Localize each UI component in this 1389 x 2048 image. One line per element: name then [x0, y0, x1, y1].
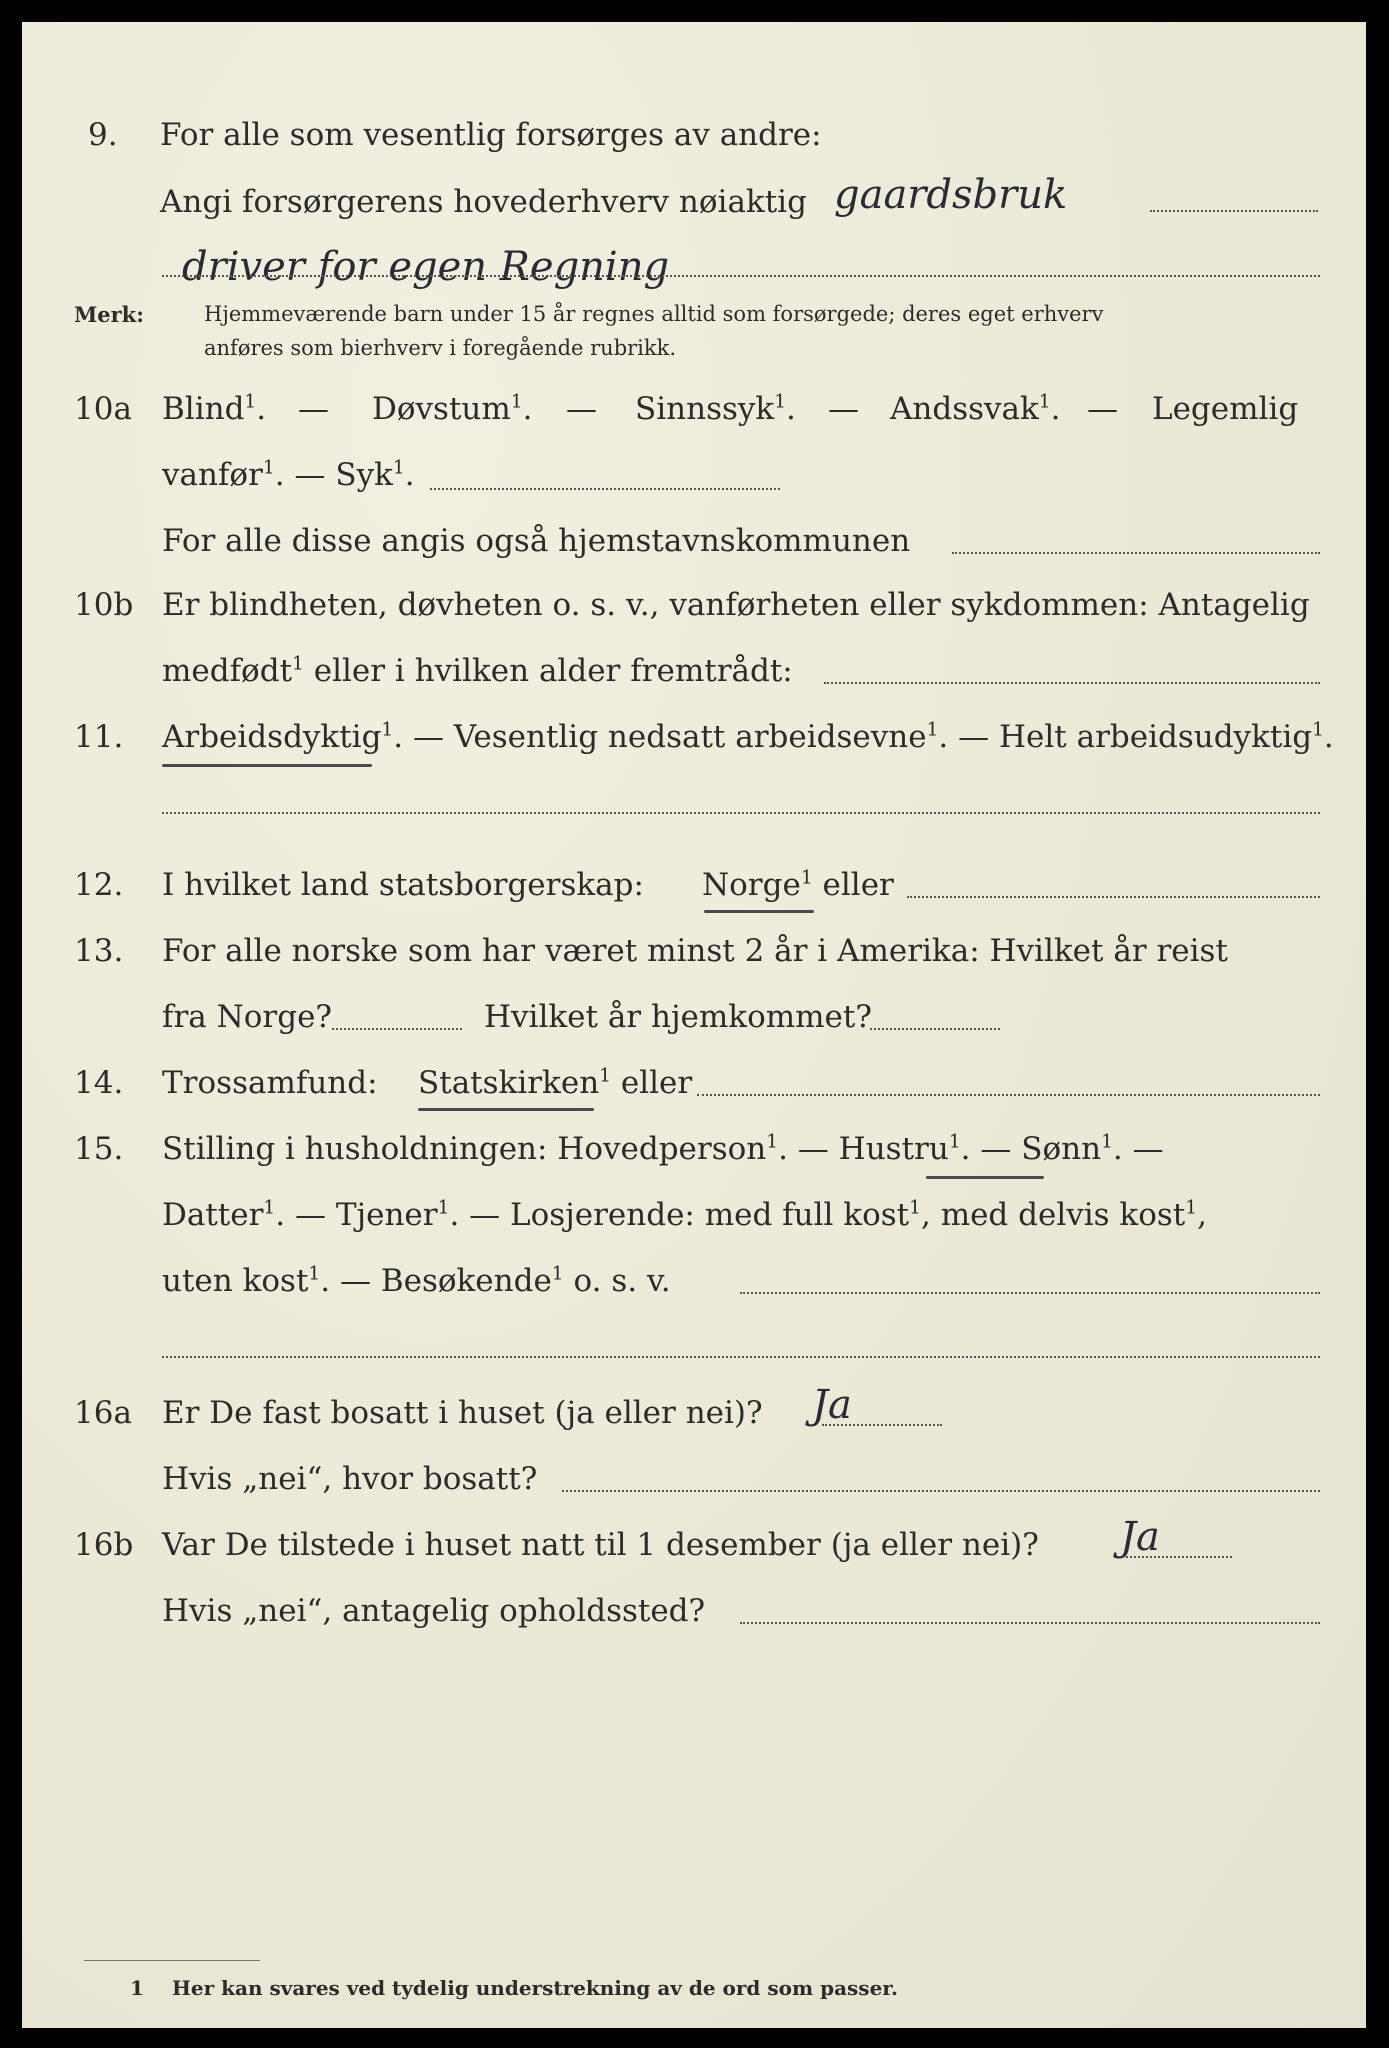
q11-arbeidsdyktig-underline	[162, 764, 372, 767]
q16a-fill-line-2	[562, 1490, 1320, 1492]
q11-options: Arbeidsdyktig$^1$. — Vesentlig nedsatt arbeidsevne$^1$. — Helt arbeidsudyktig$^1$.	[162, 719, 1334, 755]
q14-statskirken-underline	[418, 1108, 594, 1111]
merk-line2: anføres som bierhverv i foregående rubrikk.	[204, 336, 677, 360]
q15-number: 15.	[74, 1131, 124, 1167]
footnote-text: Her kan svares ved tydelig understrekning av de ord som passer.	[172, 1976, 898, 2000]
q16a-fill-line-1	[822, 1424, 942, 1426]
footnote-rule	[84, 1960, 260, 1961]
q13-number: 13.	[74, 933, 124, 969]
q12-number: 12.	[74, 867, 124, 903]
q16b-line1: Var De tilstede i huset natt til 1 desember (ja eller nei)?	[162, 1527, 1039, 1563]
q16a-number: 16a	[74, 1395, 132, 1431]
q12-text: I hvilket land statsborgerskap:	[162, 867, 644, 903]
q10a-dash-4: —	[1087, 391, 1118, 427]
q16b-number: 16b	[74, 1527, 134, 1563]
q10a-andssvak: Andssvak$^1$.	[890, 391, 1061, 427]
q16b-handwritten-answer: Ja	[1120, 1514, 1160, 1560]
q10b-line2: medfødt$^1$ eller i hvilken alder fremtrådt:	[162, 653, 793, 689]
q12-fill-line	[907, 896, 1320, 898]
q16a-line1: Er De fast bosatt i huset (ja eller nei)?	[162, 1395, 763, 1431]
q16a-line2: Hvis „nei“, hvor bosatt?	[162, 1461, 538, 1497]
q11-fill-line	[162, 812, 1320, 814]
q13-line2a: fra Norge?	[162, 999, 333, 1035]
q9-line1: For alle som vesentlig forsørges av andre:	[160, 117, 822, 153]
q10a-dash-1: —	[298, 391, 329, 427]
q10a-fill-line-2	[952, 552, 1320, 554]
q12-norge-underline	[704, 910, 814, 913]
q9-handwritten-answer-2: driver for egen Regning	[182, 244, 670, 290]
q15-fill-line-2	[162, 1356, 1320, 1358]
q11-number: 11.	[74, 719, 124, 755]
q9-fill-line-2	[162, 275, 1320, 277]
q15-hustru-underline	[926, 1176, 1044, 1179]
q16a-handwritten-answer: Ja	[812, 1382, 852, 1428]
q10a-fill-line-1	[430, 488, 780, 490]
q13-fill-line-2	[870, 1028, 1000, 1030]
q16b-line2: Hvis „nei“, antagelig opholdssted?	[162, 1593, 706, 1629]
q12-norge: Norge$^1$ eller	[702, 867, 894, 903]
q9-number: 9.	[88, 117, 118, 153]
q10a-sinnssyk: Sinnssyk$^1$.	[635, 391, 796, 427]
q14-fill-line	[697, 1094, 1320, 1096]
merk-label: Merk:	[74, 302, 144, 327]
q10a-number: 10a	[74, 391, 132, 427]
merk-line1: Hjemmeværende barn under 15 år regnes alltid som forsørgede; deres eget erhverv	[204, 302, 1104, 326]
q15-fill-line-1	[740, 1292, 1320, 1294]
q14-statskirken: Statskirken$^1$ eller	[418, 1065, 693, 1101]
q14-number: 14.	[74, 1065, 124, 1101]
q13-line1: For alle norske som har været minst 2 år i Amerika: Hvilket år reist	[162, 933, 1228, 969]
q10a-legemlig: Legemlig	[1152, 391, 1299, 427]
q16b-fill-line-2	[740, 1622, 1320, 1624]
q14-text: Trossamfund:	[162, 1065, 378, 1101]
q10b-fill-line	[824, 682, 1320, 684]
q13-line2b: Hvilket år hjemkommet?	[484, 999, 872, 1035]
q9-handwritten-answer-1: gaardsbruk	[834, 172, 1068, 218]
q10a-vanfor: vanfør$^1$. — Syk$^1$.	[162, 457, 415, 493]
q10b-line1: Er blindheten, døvheten o. s. v., vanførheten eller sykdommen: Antagelig	[162, 587, 1310, 623]
q15-line2: Datter$^1$. — Tjener$^1$. — Losjerende: med full kost$^1$, med delvis kost$^1$,	[162, 1197, 1207, 1233]
q10a-dash-3: —	[828, 391, 859, 427]
q10a-dash-2: —	[566, 391, 597, 427]
q10a-dovstum: Døvstum$^1$.	[372, 391, 533, 427]
footnote-mark: 1	[130, 1976, 144, 2000]
q13-fill-line-1	[332, 1028, 462, 1030]
q9-line2: Angi forsørgerens hovederhverv nøiaktig	[160, 184, 807, 220]
q15-line3: uten kost$^1$. — Besøkende$^1$ o. s. v.	[162, 1263, 671, 1299]
q10a-line3: For alle disse angis også hjemstavnskommunen	[162, 523, 911, 559]
q16b-fill-line-1	[1122, 1556, 1232, 1558]
q15-line1: Stilling i husholdningen: Hovedperson$^1$. — Hustru$^1$. — Sønn$^1$. —	[162, 1131, 1164, 1167]
q9-fill-line-1	[1150, 210, 1318, 212]
census-form-page	[22, 22, 1366, 2028]
q10b-number: 10b	[74, 587, 134, 623]
q10a-blind: Blind$^1$.	[162, 391, 267, 427]
